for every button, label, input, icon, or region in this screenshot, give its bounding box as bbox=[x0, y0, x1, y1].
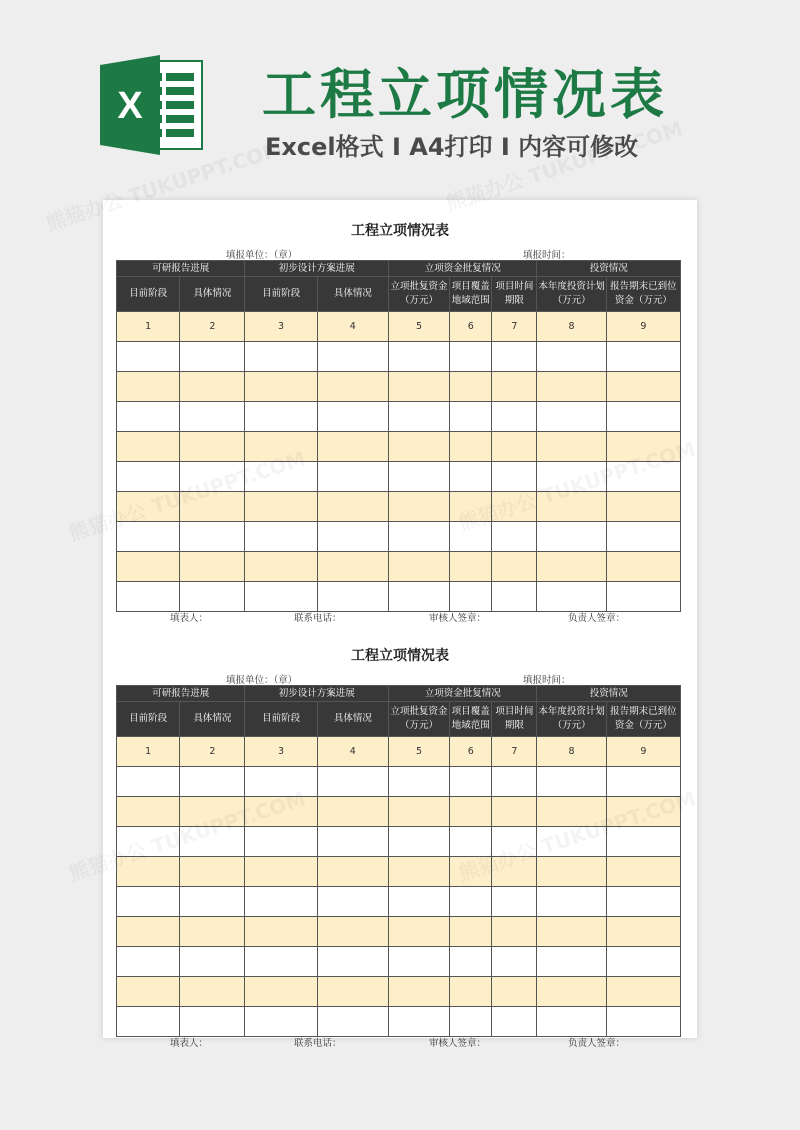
table-cell[interactable] bbox=[606, 767, 680, 797]
table-cell[interactable] bbox=[245, 342, 317, 372]
table-cell[interactable] bbox=[606, 462, 680, 492]
table-cell[interactable] bbox=[537, 917, 606, 947]
table-cell[interactable] bbox=[537, 552, 606, 582]
column-number: 9 bbox=[606, 737, 680, 767]
table-cell[interactable] bbox=[117, 402, 180, 432]
table-cell[interactable] bbox=[492, 342, 537, 372]
table-cell[interactable] bbox=[317, 342, 388, 372]
table-cell[interactable] bbox=[180, 977, 245, 1007]
table-row bbox=[117, 947, 681, 977]
group-header: 立项资金批复情况 bbox=[388, 686, 537, 702]
table-cell[interactable] bbox=[117, 797, 180, 827]
table-cell[interactable] bbox=[180, 432, 245, 462]
table-row bbox=[117, 827, 681, 857]
column-number: 2 bbox=[180, 312, 245, 342]
table-row bbox=[117, 342, 681, 372]
table-cell[interactable] bbox=[317, 552, 388, 582]
table-cell[interactable] bbox=[317, 582, 388, 612]
excel-logo-icon bbox=[100, 55, 206, 155]
table-cell[interactable] bbox=[317, 887, 388, 917]
table-cell[interactable] bbox=[180, 947, 245, 977]
table-cell[interactable] bbox=[492, 582, 537, 612]
table-cell[interactable] bbox=[537, 522, 606, 552]
column-number: 9 bbox=[606, 312, 680, 342]
table-cell[interactable] bbox=[537, 432, 606, 462]
svg-text:X: X bbox=[117, 85, 143, 127]
sheet-title: 工程立项情况表 bbox=[351, 648, 449, 664]
table-cell[interactable] bbox=[606, 582, 680, 612]
table-cell[interactable] bbox=[537, 342, 606, 372]
table-cell[interactable] bbox=[117, 1007, 180, 1037]
table-cell[interactable] bbox=[388, 767, 449, 797]
table-cell[interactable] bbox=[492, 947, 537, 977]
table-cell[interactable] bbox=[450, 1007, 492, 1037]
table-cell[interactable] bbox=[180, 342, 245, 372]
table-cell[interactable] bbox=[317, 797, 388, 827]
table-cell[interactable] bbox=[537, 977, 606, 1007]
footer-label: 负责人签章： bbox=[568, 1038, 626, 1049]
table-cell[interactable] bbox=[245, 887, 317, 917]
table-cell[interactable] bbox=[317, 522, 388, 552]
document-page bbox=[103, 200, 697, 1049]
table-cell[interactable] bbox=[537, 1007, 606, 1037]
column-number: 5 bbox=[388, 737, 449, 767]
fill-time-label: 填报时间： bbox=[523, 675, 571, 686]
table-cell[interactable] bbox=[245, 372, 317, 402]
table-cell[interactable] bbox=[317, 462, 388, 492]
table-cell[interactable] bbox=[117, 947, 180, 977]
table-cell[interactable] bbox=[492, 492, 537, 522]
table-cell[interactable] bbox=[388, 372, 449, 402]
column-number: 4 bbox=[317, 737, 388, 767]
table-cell[interactable] bbox=[492, 887, 537, 917]
table-cell[interactable] bbox=[180, 402, 245, 432]
table-cell[interactable] bbox=[450, 767, 492, 797]
table-cell[interactable] bbox=[537, 372, 606, 402]
table-cell[interactable] bbox=[117, 552, 180, 582]
column-header: 目前阶段 bbox=[245, 277, 317, 312]
table-cell[interactable] bbox=[180, 827, 245, 857]
table-cell[interactable] bbox=[606, 342, 680, 372]
footer-label: 负责人签章： bbox=[568, 613, 626, 624]
table-cell[interactable] bbox=[450, 582, 492, 612]
table-cell[interactable] bbox=[450, 977, 492, 1007]
table-cell[interactable] bbox=[388, 797, 449, 827]
table-cell[interactable] bbox=[180, 552, 245, 582]
table-cell[interactable] bbox=[606, 827, 680, 857]
table-cell[interactable] bbox=[537, 462, 606, 492]
column-number: 3 bbox=[245, 312, 317, 342]
table-cell[interactable] bbox=[117, 827, 180, 857]
footer-label: 联系电话： bbox=[294, 613, 342, 624]
table-cell[interactable] bbox=[245, 462, 317, 492]
column-header: 立项批复资金（万元） bbox=[388, 277, 449, 312]
table-cell[interactable] bbox=[245, 827, 317, 857]
column-header: 项目时间期限 bbox=[492, 702, 537, 737]
table-cell[interactable] bbox=[450, 827, 492, 857]
table-cell[interactable] bbox=[180, 1007, 245, 1037]
table-cell[interactable] bbox=[492, 522, 537, 552]
group-header: 初步设计方案进展 bbox=[245, 261, 389, 277]
table-cell[interactable] bbox=[606, 947, 680, 977]
footer-label: 联系电话： bbox=[294, 1038, 342, 1049]
column-number: 1 bbox=[117, 312, 180, 342]
table-cell[interactable] bbox=[492, 797, 537, 827]
table-cell[interactable] bbox=[317, 767, 388, 797]
table-cell[interactable] bbox=[180, 797, 245, 827]
signature-footer bbox=[116, 1035, 681, 1047]
table-cell[interactable] bbox=[117, 372, 180, 402]
table-cell[interactable] bbox=[317, 432, 388, 462]
footer-label: 审核人签章： bbox=[429, 1038, 487, 1049]
table-cell[interactable] bbox=[245, 767, 317, 797]
table-cell[interactable] bbox=[245, 552, 317, 582]
table-cell[interactable] bbox=[492, 857, 537, 887]
column-header: 立项批复资金（万元） bbox=[388, 702, 449, 737]
banner bbox=[0, 0, 800, 200]
table-row bbox=[117, 372, 681, 402]
table-cell[interactable] bbox=[450, 462, 492, 492]
column-header: 具体情况 bbox=[180, 702, 245, 737]
table-cell[interactable] bbox=[492, 917, 537, 947]
column-header: 报告期末已到位资金（万元） bbox=[606, 702, 680, 737]
column-header: 本年度投资计划（万元） bbox=[537, 277, 606, 312]
table-row bbox=[117, 1007, 681, 1037]
group-header: 投资情况 bbox=[537, 261, 681, 277]
table-row bbox=[117, 552, 681, 582]
table-row bbox=[117, 432, 681, 462]
table-cell[interactable] bbox=[492, 977, 537, 1007]
table-row bbox=[117, 977, 681, 1007]
table-cell[interactable] bbox=[245, 492, 317, 522]
table-cell[interactable] bbox=[450, 372, 492, 402]
table-cell[interactable] bbox=[537, 582, 606, 612]
table-row bbox=[117, 767, 681, 797]
table-cell[interactable] bbox=[606, 492, 680, 522]
column-number: 6 bbox=[450, 312, 492, 342]
table-row bbox=[117, 887, 681, 917]
table-row bbox=[117, 462, 681, 492]
table-cell[interactable] bbox=[317, 917, 388, 947]
table-cell[interactable] bbox=[317, 827, 388, 857]
column-header: 具体情况 bbox=[317, 277, 388, 312]
column-number: 4 bbox=[317, 312, 388, 342]
table-cell[interactable] bbox=[537, 947, 606, 977]
table-row bbox=[117, 582, 681, 612]
table-cell[interactable] bbox=[180, 492, 245, 522]
column-number: 6 bbox=[450, 737, 492, 767]
table-row bbox=[117, 402, 681, 432]
table-cell[interactable] bbox=[606, 797, 680, 827]
table-cell[interactable] bbox=[606, 857, 680, 887]
table-cell[interactable] bbox=[317, 857, 388, 887]
column-number: 7 bbox=[492, 737, 537, 767]
table-cell[interactable] bbox=[317, 977, 388, 1007]
table-cell[interactable] bbox=[537, 797, 606, 827]
table-cell[interactable] bbox=[317, 947, 388, 977]
table-cell[interactable] bbox=[450, 402, 492, 432]
table-cell[interactable] bbox=[245, 947, 317, 977]
table-cell[interactable] bbox=[606, 917, 680, 947]
table-cell[interactable] bbox=[245, 857, 317, 887]
column-number: 2 bbox=[180, 737, 245, 767]
table-cell[interactable] bbox=[317, 372, 388, 402]
table-row bbox=[117, 797, 681, 827]
table-cell[interactable] bbox=[492, 462, 537, 492]
table-cell[interactable] bbox=[388, 917, 449, 947]
column-number: 8 bbox=[537, 312, 606, 342]
table-cell[interactable] bbox=[537, 767, 606, 797]
table-cell[interactable] bbox=[492, 827, 537, 857]
table-cell[interactable] bbox=[606, 402, 680, 432]
table-cell[interactable] bbox=[180, 462, 245, 492]
table-cell[interactable] bbox=[117, 522, 180, 552]
form-table bbox=[116, 685, 681, 1037]
fill-unit-label: 填报单位：（章） bbox=[226, 675, 298, 686]
table-cell[interactable] bbox=[117, 857, 180, 887]
table-cell[interactable] bbox=[388, 857, 449, 887]
table-row bbox=[117, 857, 681, 887]
table-cell[interactable] bbox=[537, 887, 606, 917]
table-cell[interactable] bbox=[492, 552, 537, 582]
table-cell[interactable] bbox=[117, 582, 180, 612]
fill-unit-label: 填报单位：（章） bbox=[226, 250, 298, 261]
table-cell[interactable] bbox=[450, 947, 492, 977]
table-cell[interactable] bbox=[180, 887, 245, 917]
table-cell[interactable] bbox=[245, 522, 317, 552]
fill-time-label: 填报时间： bbox=[523, 250, 571, 261]
column-number: 3 bbox=[245, 737, 317, 767]
table-cell[interactable] bbox=[537, 857, 606, 887]
column-header: 项目时间期限 bbox=[492, 277, 537, 312]
table-row bbox=[117, 917, 681, 947]
column-header: 目前阶段 bbox=[245, 702, 317, 737]
table-cell[interactable] bbox=[180, 372, 245, 402]
table-cell[interactable] bbox=[450, 917, 492, 947]
table-cell[interactable] bbox=[388, 552, 449, 582]
table-cell[interactable] bbox=[245, 1007, 317, 1037]
group-header: 立项资金批复情况 bbox=[388, 261, 537, 277]
table-cell[interactable] bbox=[450, 857, 492, 887]
table-cell[interactable] bbox=[606, 522, 680, 552]
table-cell[interactable] bbox=[117, 977, 180, 1007]
group-header: 投资情况 bbox=[537, 686, 681, 702]
table-cell[interactable] bbox=[180, 857, 245, 887]
table-cell[interactable] bbox=[180, 767, 245, 797]
table-cell[interactable] bbox=[117, 342, 180, 372]
sheet-title: 工程立项情况表 bbox=[351, 223, 449, 239]
column-number: 5 bbox=[388, 312, 449, 342]
table-cell[interactable] bbox=[317, 402, 388, 432]
table-cell[interactable] bbox=[180, 582, 245, 612]
table-cell[interactable] bbox=[388, 977, 449, 1007]
table-cell[interactable] bbox=[388, 492, 449, 522]
table-cell[interactable] bbox=[388, 432, 449, 462]
table-cell[interactable] bbox=[388, 462, 449, 492]
table-cell[interactable] bbox=[606, 432, 680, 462]
table-cell[interactable] bbox=[117, 917, 180, 947]
table-cell[interactable] bbox=[492, 372, 537, 402]
main-title: 工程立项情况表 bbox=[262, 63, 668, 126]
form-table bbox=[116, 260, 681, 612]
column-header: 目前阶段 bbox=[117, 702, 180, 737]
table-cell[interactable] bbox=[492, 767, 537, 797]
table-cell[interactable] bbox=[117, 492, 180, 522]
table-cell[interactable] bbox=[492, 402, 537, 432]
table-cell[interactable] bbox=[245, 797, 317, 827]
column-header: 项目覆盖地域范围 bbox=[450, 277, 492, 312]
table-cell[interactable] bbox=[117, 462, 180, 492]
table-cell[interactable] bbox=[117, 432, 180, 462]
group-header: 可研报告进展 bbox=[117, 261, 245, 277]
table-cell[interactable] bbox=[117, 887, 180, 917]
table-cell[interactable] bbox=[450, 492, 492, 522]
table-cell[interactable] bbox=[245, 977, 317, 1007]
table-cell[interactable] bbox=[245, 402, 317, 432]
table-cell[interactable] bbox=[317, 492, 388, 522]
table-cell[interactable] bbox=[537, 827, 606, 857]
column-header: 本年度投资计划（万元） bbox=[537, 702, 606, 737]
group-header: 初步设计方案进展 bbox=[245, 686, 389, 702]
table-cell[interactable] bbox=[606, 887, 680, 917]
table-cell[interactable] bbox=[117, 767, 180, 797]
table-cell[interactable] bbox=[317, 1007, 388, 1037]
table-cell[interactable] bbox=[388, 582, 449, 612]
table-cell[interactable] bbox=[450, 887, 492, 917]
table-cell[interactable] bbox=[388, 522, 449, 552]
table-cell[interactable] bbox=[537, 402, 606, 432]
table-cell[interactable] bbox=[450, 432, 492, 462]
table-cell[interactable] bbox=[245, 432, 317, 462]
table-cell[interactable] bbox=[180, 522, 245, 552]
table-row bbox=[117, 492, 681, 522]
signature-footer bbox=[116, 610, 681, 622]
footer-label: 审核人签章： bbox=[429, 613, 487, 624]
table-cell[interactable] bbox=[388, 827, 449, 857]
table-cell[interactable] bbox=[450, 552, 492, 582]
column-header: 具体情况 bbox=[180, 277, 245, 312]
table-cell[interactable] bbox=[245, 917, 317, 947]
subtitle: Excel格式 I A4打印 I 内容可修改 bbox=[265, 133, 639, 161]
table-cell[interactable] bbox=[537, 492, 606, 522]
column-number: 8 bbox=[537, 737, 606, 767]
table-cell[interactable] bbox=[180, 917, 245, 947]
footer-label: 填表人： bbox=[170, 613, 209, 624]
table-cell[interactable] bbox=[450, 342, 492, 372]
column-header: 目前阶段 bbox=[117, 277, 180, 312]
table-cell[interactable] bbox=[388, 1007, 449, 1037]
group-header: 可研报告进展 bbox=[117, 686, 245, 702]
table-cell[interactable] bbox=[388, 342, 449, 372]
table-cell[interactable] bbox=[388, 947, 449, 977]
table-cell[interactable] bbox=[388, 887, 449, 917]
column-number: 7 bbox=[492, 312, 537, 342]
table-row bbox=[117, 522, 681, 552]
column-number: 1 bbox=[117, 737, 180, 767]
table-cell[interactable] bbox=[492, 432, 537, 462]
table-cell[interactable] bbox=[606, 977, 680, 1007]
column-header: 报告期末已到位资金（万元） bbox=[606, 277, 680, 312]
column-header: 具体情况 bbox=[317, 702, 388, 737]
table-cell[interactable] bbox=[245, 582, 317, 612]
table-cell[interactable] bbox=[606, 1007, 680, 1037]
table-cell[interactable] bbox=[492, 1007, 537, 1037]
table-cell[interactable] bbox=[450, 797, 492, 827]
table-cell[interactable] bbox=[388, 402, 449, 432]
table-cell[interactable] bbox=[606, 372, 680, 402]
column-header: 项目覆盖地域范围 bbox=[450, 702, 492, 737]
table-cell[interactable] bbox=[450, 522, 492, 552]
table-cell[interactable] bbox=[606, 552, 680, 582]
footer-label: 填表人： bbox=[170, 1038, 209, 1049]
